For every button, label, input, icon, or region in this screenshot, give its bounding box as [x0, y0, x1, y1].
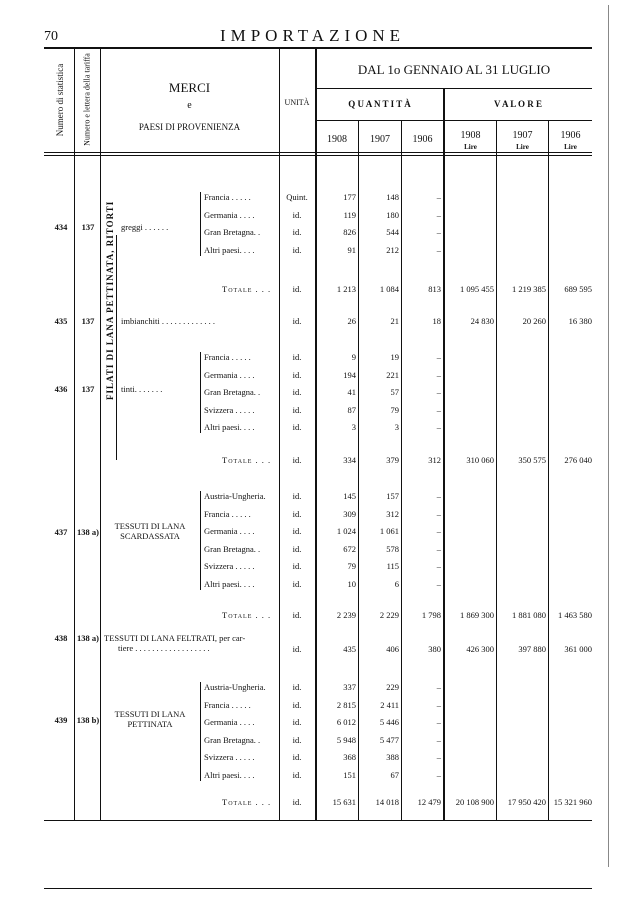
- cell-q1906: –: [436, 682, 441, 692]
- cell-q1907: 379: [386, 455, 399, 465]
- cell-v1907: 397 880: [518, 644, 546, 654]
- col-divider: [496, 120, 497, 820]
- cell-q1908: 435: [343, 644, 356, 654]
- cell-q1906: –: [436, 422, 441, 432]
- cell-q1907: 19: [390, 352, 399, 362]
- cell-q1907: 544: [386, 227, 399, 237]
- row-unit: Quint.: [286, 192, 308, 202]
- cell-q1907: 578: [386, 544, 399, 554]
- row-country: Francia . . . . .: [204, 700, 251, 710]
- row-unit: id.: [292, 227, 302, 237]
- cell-v1906: 15 321 960: [553, 797, 592, 807]
- stat-number: 438: [54, 633, 68, 643]
- row-country: Germania . . . .: [204, 717, 255, 727]
- cell-q1906: –: [436, 387, 441, 397]
- goods-label: tinti. . . . . . .: [121, 384, 163, 394]
- year-q-1908: 1908: [327, 134, 347, 145]
- row-unit: id.: [292, 210, 302, 220]
- cell-q1907: 5 446: [379, 717, 399, 727]
- row-country: Gran Bretagna. .: [204, 387, 261, 397]
- group-label: FILATI DI LANA PETTINATA, RITORTI: [105, 200, 115, 400]
- row-unit: id.: [292, 700, 302, 710]
- cell-q1906: –: [436, 352, 441, 362]
- lire-label: Lire: [516, 143, 529, 151]
- row-country: Altri paesi. . . .: [204, 579, 255, 589]
- row-country: Altri paesi. . . .: [204, 770, 255, 780]
- period-rule: [316, 88, 592, 89]
- row-country: Germania . . . .: [204, 526, 255, 536]
- header-merci: MERCI: [168, 80, 211, 95]
- row-unit: id.: [292, 717, 302, 727]
- tariff-number: 138 a): [77, 633, 99, 643]
- row-unit: id.: [292, 491, 302, 501]
- row-unit: id.: [292, 526, 302, 536]
- goods-label: imbianchiti . . . . . . . . . . . . .: [121, 316, 215, 326]
- cell-v1907: 350 575: [518, 455, 546, 465]
- page-number: 70: [44, 29, 58, 44]
- row-country: Austria-Ungheria.: [204, 491, 266, 501]
- cell-q1906: 1 798: [421, 610, 441, 620]
- row-unit: id.: [292, 579, 302, 589]
- cell-q1908: 826: [343, 227, 356, 237]
- cell-q1908: 15 631: [332, 797, 356, 807]
- row-country: Svizzera . . . . .: [204, 752, 255, 762]
- lire-label: Lire: [564, 143, 577, 151]
- total-unit: id.: [292, 797, 302, 807]
- tariff-number: 137: [81, 316, 95, 326]
- lire-label: Lire: [464, 143, 477, 151]
- cell-q1907: 115: [386, 561, 399, 571]
- cell-q1906: 380: [428, 644, 441, 654]
- cell-q1906: –: [436, 752, 441, 762]
- cell-q1906: –: [436, 544, 441, 554]
- goods-label: greggi . . . . . .: [121, 222, 169, 232]
- header-e: e: [187, 100, 192, 111]
- row-unit: id.: [292, 770, 302, 780]
- cell-q1906: –: [436, 717, 441, 727]
- page-title: IMPORTAZIONE: [219, 26, 406, 45]
- cell-q1906: –: [436, 405, 441, 415]
- cell-v1908: 24 830: [470, 316, 494, 326]
- stat-number: 437: [54, 527, 68, 537]
- cell-q1906: –: [436, 245, 441, 255]
- header-rule: [44, 152, 592, 153]
- country-brace: [200, 682, 201, 781]
- cell-v1907: 17 950 420: [507, 797, 546, 807]
- row-country: Francia . . . . .: [204, 192, 251, 202]
- row-unit: id.: [292, 387, 302, 397]
- tariff-number: 137: [81, 222, 95, 232]
- cell-v1908: 310 060: [466, 455, 494, 465]
- total-label: Totale . . .: [222, 284, 272, 294]
- cell-q1908: 1 024: [336, 526, 356, 536]
- header-num-tariffa: Numero e lettera della tariffa: [82, 53, 92, 146]
- cell-q1908: 91: [347, 245, 356, 255]
- cell-q1907: 221: [386, 370, 399, 380]
- row-unit: id.: [292, 644, 302, 654]
- cell-q1908: 3: [351, 422, 356, 432]
- row-unit: id.: [292, 682, 302, 692]
- cell-v1908: 1 095 455: [460, 284, 494, 294]
- cell-q1906: –: [436, 227, 441, 237]
- bottom-rule: [44, 820, 592, 821]
- cell-q1908: 194: [343, 370, 356, 380]
- cell-q1907: 388: [386, 752, 399, 762]
- country-brace: [200, 352, 201, 433]
- page-foot-rule: [44, 888, 592, 889]
- cell-q1906: –: [436, 770, 441, 780]
- cell-q1908: 10: [347, 579, 356, 589]
- tariff-number: 138 a): [77, 527, 99, 537]
- cell-q1908: 79: [347, 561, 356, 571]
- cell-q1906: 813: [428, 284, 441, 294]
- total-label: Totale . . .: [222, 610, 272, 620]
- year-v-1907: 1907: [512, 130, 533, 141]
- cell-v1906: 689 595: [564, 284, 592, 294]
- cell-q1906: 312: [428, 455, 441, 465]
- cell-v1908: 426 300: [466, 644, 494, 654]
- cell-q1906: 18: [432, 316, 441, 326]
- cell-q1908: 177: [343, 192, 356, 202]
- row-country: Svizzera . . . . .: [204, 561, 255, 571]
- row-unit: id.: [292, 509, 302, 519]
- cell-q1906: –: [436, 210, 441, 220]
- total-label: Totale . . .: [222, 797, 272, 807]
- cell-q1907: 180: [386, 210, 399, 220]
- cell-v1907: 1 881 080: [512, 610, 546, 620]
- col-divider-thick: [315, 49, 317, 820]
- cell-q1908: 41: [347, 387, 356, 397]
- year-q-1907: 1907: [370, 134, 390, 145]
- cell-v1906: 16 380: [568, 316, 592, 326]
- cell-q1907: 148: [386, 192, 399, 202]
- row-unit: id.: [292, 370, 302, 380]
- cell-q1906: –: [436, 579, 441, 589]
- tariff-number: 137: [81, 384, 95, 394]
- row-unit: id.: [292, 316, 302, 326]
- header-rule-2: [44, 155, 592, 156]
- cell-q1906: 12 479: [417, 797, 441, 807]
- country-brace: [200, 192, 201, 256]
- header-valore: V A L O R E: [493, 99, 543, 109]
- cell-q1908: 9: [351, 352, 356, 362]
- row-country: Germania . . . .: [204, 210, 255, 220]
- cell-v1908: 1 869 300: [460, 610, 494, 620]
- cell-v1906: 1 463 580: [558, 610, 592, 620]
- year-v-1906: 1906: [560, 130, 581, 141]
- year-v-1908: 1908: [460, 130, 481, 141]
- cell-q1906: –: [436, 561, 441, 571]
- cell-q1908: 368: [343, 752, 356, 762]
- row-country: Austria-Ungheria.: [204, 682, 266, 692]
- cell-q1906: –: [436, 735, 441, 745]
- header-num-stat: Numero di statistica: [55, 63, 65, 137]
- cell-q1907: 57: [390, 387, 399, 397]
- year-q-1906: 1906: [412, 134, 433, 145]
- stat-number: 434: [54, 222, 68, 232]
- cell-q1908: 1 213: [336, 284, 356, 294]
- row-country: Francia . . . . .: [204, 509, 251, 519]
- row-unit: id.: [292, 245, 302, 255]
- row-unit: id.: [292, 405, 302, 415]
- cell-q1906: –: [436, 509, 441, 519]
- cell-q1907: 79: [390, 405, 399, 415]
- col-divider: [401, 120, 402, 820]
- cell-q1908: 309: [343, 509, 356, 519]
- cell-v1906: 361 000: [564, 644, 592, 654]
- total-unit: id.: [292, 610, 302, 620]
- cell-q1907: 5 477: [379, 735, 399, 745]
- cell-q1908: 2 815: [336, 700, 356, 710]
- cell-q1908: 6 012: [336, 717, 356, 727]
- cell-q1907: 1 061: [379, 526, 399, 536]
- cell-q1907: 157: [386, 491, 399, 501]
- cell-q1908: 2 239: [336, 610, 356, 620]
- row-unit: id.: [292, 422, 302, 432]
- row-country: Svizzera . . . . .: [204, 405, 255, 415]
- cell-q1906: –: [436, 192, 441, 202]
- page-edge: [608, 5, 609, 867]
- row-country: Gran Bretagna. .: [204, 735, 261, 745]
- top-rule: [44, 47, 592, 49]
- col-divider: [74, 49, 75, 820]
- row-unit: id.: [292, 561, 302, 571]
- total-unit: id.: [292, 284, 302, 294]
- cell-q1907: 3: [394, 422, 399, 432]
- total-label: Totale . . .: [222, 455, 272, 465]
- cell-v1907: 1 219 385: [512, 284, 546, 294]
- goods-label-cont: tiere . . . . . . . . . . . . . . . . . .: [118, 643, 210, 653]
- cell-q1908: 672: [343, 544, 356, 554]
- row-country: Altri paesi. . . .: [204, 245, 255, 255]
- row-unit: id.: [292, 752, 302, 762]
- tariff-number: 138 b): [76, 715, 100, 725]
- cell-q1907: 6: [394, 579, 399, 589]
- row-country: Gran Bretagna. .: [204, 544, 261, 554]
- cell-v1907: 20 260: [522, 316, 546, 326]
- cell-q1907: 312: [386, 509, 399, 519]
- goods-label: TESSUTI DI LANA FELTRATI, per car-: [104, 633, 246, 643]
- cell-q1907: 2 229: [379, 610, 399, 620]
- cell-q1908: 26: [347, 316, 356, 326]
- cell-q1907: 229: [386, 682, 399, 692]
- header-quantita: Q U A N T I T À: [348, 99, 411, 109]
- cell-q1908: 145: [343, 491, 356, 501]
- stat-number: 435: [54, 316, 68, 326]
- header-paesi: PAESI DI PROVENIENZA: [138, 122, 241, 132]
- cell-q1907: 1 084: [379, 284, 399, 294]
- cell-q1907: 2 411: [380, 700, 399, 710]
- cell-q1907: 212: [386, 245, 399, 255]
- cell-q1907: 21: [390, 316, 399, 326]
- cell-q1906: –: [436, 526, 441, 536]
- cell-q1907: 67: [390, 770, 399, 780]
- cell-q1908: 337: [343, 682, 356, 692]
- cell-v1906: 276 040: [564, 455, 592, 465]
- stat-number: 439: [54, 715, 68, 725]
- cell-q1906: –: [436, 491, 441, 501]
- total-unit: id.: [292, 455, 302, 465]
- cell-q1907: 14 018: [375, 797, 399, 807]
- cell-q1906: –: [436, 370, 441, 380]
- cell-v1908: 20 108 900: [455, 797, 494, 807]
- cell-q1908: 119: [343, 210, 356, 220]
- col-divider: [100, 49, 101, 820]
- goods-label: TESSUTI DI LANA PETTINATA: [114, 709, 186, 729]
- cell-q1908: 5 948: [336, 735, 356, 745]
- group-brace: [116, 235, 117, 460]
- cell-q1908: 87: [347, 405, 356, 415]
- row-unit: id.: [292, 735, 302, 745]
- stat-number: 436: [54, 384, 68, 394]
- row-unit: id.: [292, 352, 302, 362]
- col-divider: [548, 120, 549, 820]
- goods-label: TESSUTI DI LANA SCARDASSATA: [114, 521, 186, 541]
- cell-q1908: 334: [343, 455, 356, 465]
- col-divider-thick: [443, 88, 445, 820]
- cell-q1908: 151: [343, 770, 356, 780]
- cell-q1907: 406: [386, 644, 399, 654]
- row-country: Germania . . . .: [204, 370, 255, 380]
- cell-q1906: –: [436, 700, 441, 710]
- row-unit: id.: [292, 544, 302, 554]
- row-country: Gran Bretagna. .: [204, 227, 261, 237]
- country-brace: [200, 491, 201, 590]
- header-period: DAL 1o GENNAIO AL 31 LUGLIO: [357, 62, 551, 77]
- row-country: Francia . . . . .: [204, 352, 251, 362]
- row-country: Altri paesi. . . .: [204, 422, 255, 432]
- col-divider: [358, 120, 359, 820]
- header-unita: UNITÀ: [284, 98, 310, 107]
